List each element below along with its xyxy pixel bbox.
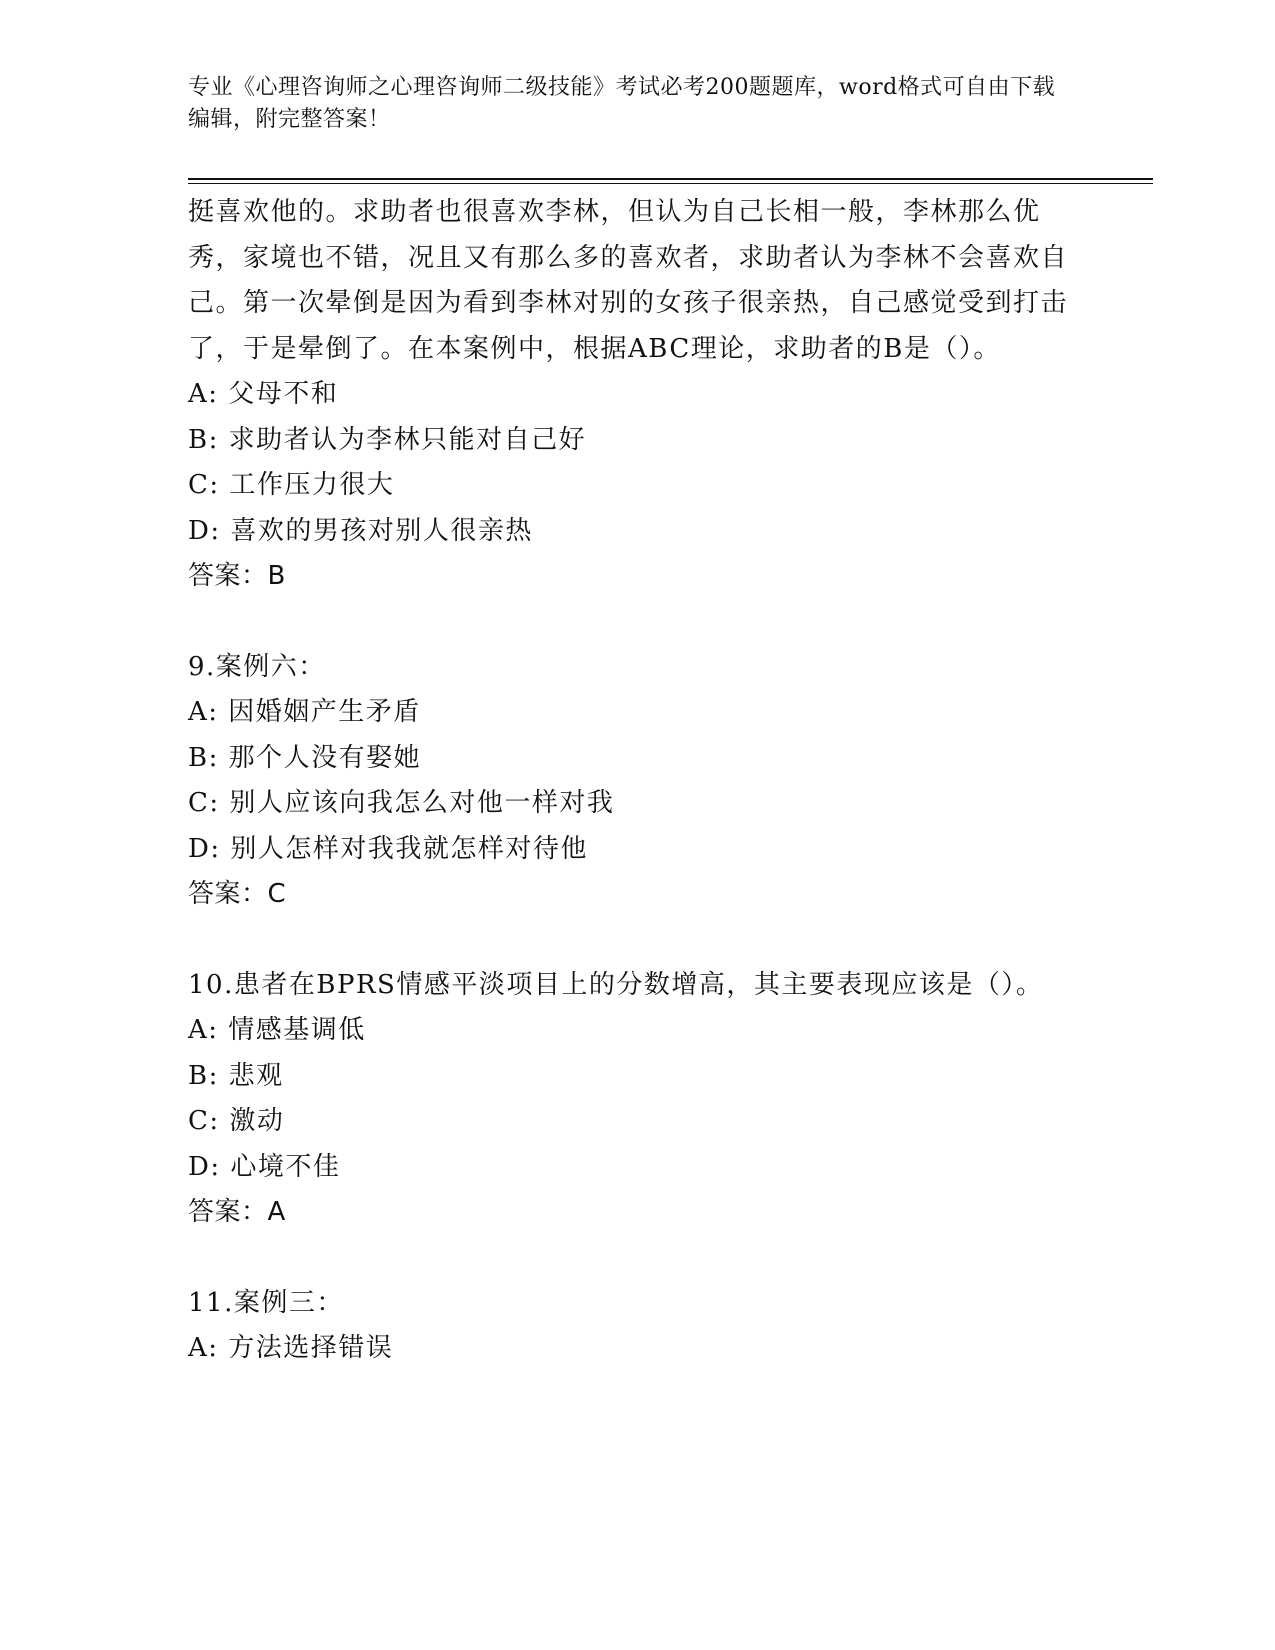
- option-a: A: 方法选择错误: [188, 1333, 394, 1363]
- option-b: B: 求助者认为李林只能对自己好: [188, 424, 587, 455]
- question-block-11: [188, 1281, 1068, 1372]
- answer-line: 答案：A: [188, 1197, 286, 1227]
- question-title: 9.案例六：: [188, 651, 326, 682]
- question-block-10: [188, 963, 1068, 1236]
- option-c: C: 别人应该向我怎么对他一样对我: [188, 788, 615, 818]
- option-a: A: 父母不和: [188, 379, 339, 409]
- header-divider-thin: [188, 183, 1153, 184]
- option-a: A: 情感基调低: [188, 1015, 366, 1045]
- option-c: C: 工作压力很大: [188, 470, 395, 500]
- question-block-continued: [188, 190, 1068, 600]
- answer-line: 答案：C: [188, 879, 287, 909]
- option-d: D: 别人怎样对我我就怎样对待他: [188, 833, 588, 864]
- option-c: C: 激动: [188, 1106, 285, 1136]
- question-block-9: [188, 645, 1068, 918]
- question-title: 11.案例三：: [188, 1287, 344, 1318]
- question-text-continued: 挺喜欢他的。求助者也很喜欢李林，但认为自己长相一般，李林那么优秀，家境也不错，况且又有那么多的喜欢者，求助者认为李林不会喜欢自己。第一次晕倒是因为看到李林对别的女孩子很亲热，自己感觉受到打击了，于是晕倒了。在本案例中，根据ABC理论，求助者的B是（）。: [188, 197, 1069, 364]
- document-body: [188, 190, 1068, 1372]
- option-a: A: 因婚姻产生矛盾: [188, 697, 421, 727]
- option-d: D: 喜欢的男孩对别人很亲热: [188, 515, 533, 546]
- answer-line: 答案：B: [188, 561, 286, 591]
- header-divider-thick: [188, 178, 1153, 180]
- page-header: 专业《心理咨询师之心理咨询师二级技能》考试必考200题题库，word格式可自由下载编辑，附完整答案！: [188, 75, 1056, 132]
- option-b: B: 悲观: [188, 1060, 284, 1091]
- option-b: B: 那个人没有娶她: [188, 742, 422, 773]
- question-title: 10.患者在BPRS情感平淡项目上的分数增高，其主要表现应该是（）。: [188, 969, 1044, 1000]
- option-d: D: 心境不佳: [188, 1151, 341, 1182]
